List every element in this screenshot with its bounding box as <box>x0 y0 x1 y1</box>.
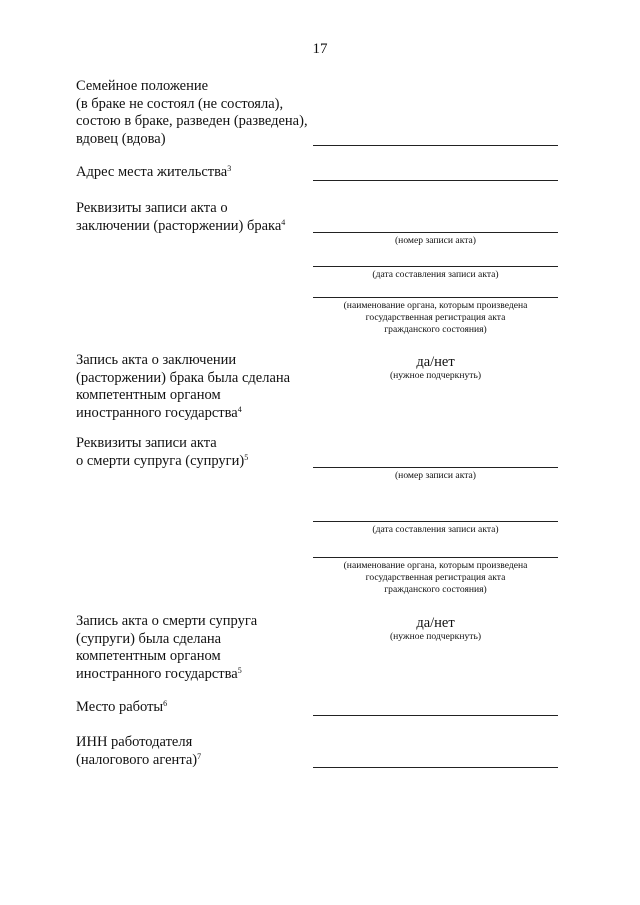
death-record-line: Реквизиты записи акта <box>76 435 217 451</box>
employer-inn-line: (налогового агента) <box>76 751 198 768</box>
caption-line: государственная регистрация акта <box>365 572 506 583</box>
marital-status-line: (в браке не состоял (не состояла), <box>76 95 284 112</box>
footnote-mark: 7 <box>197 751 202 761</box>
footnote-mark: 5 <box>237 665 242 675</box>
caption-line: гражданского состояния) <box>384 324 487 335</box>
caption-line: (наименование органа, которым произведена <box>343 560 528 571</box>
death-foreign-yes-no[interactable]: да/нет <box>416 615 455 631</box>
workplace-text: Место работы <box>76 699 164 715</box>
caption-line: государственная регистрация акта <box>365 312 506 323</box>
marriage-record-date-field[interactable] <box>313 266 558 267</box>
death-record-number-caption: (номер записи акта) <box>394 470 476 481</box>
residence-address-text: Адрес места жительства <box>76 164 228 180</box>
marriage-record-authority-field[interactable] <box>313 297 558 298</box>
footnote-mark: 4 <box>237 404 242 414</box>
death-record-authority-field[interactable] <box>313 557 558 558</box>
marital-status-label <box>76 78 316 148</box>
marriage-foreign-line: иностранного государства <box>76 404 238 421</box>
marital-status-line: Семейное положение <box>76 78 209 94</box>
page-number: 17 <box>312 41 328 57</box>
death-foreign-label <box>76 613 316 683</box>
death-foreign-line: иностранного государства <box>76 665 238 682</box>
death-record-date-field[interactable] <box>313 521 558 522</box>
footnote-mark: 6 <box>163 699 168 708</box>
marriage-record-number-caption: (номер записи акта) <box>394 235 476 246</box>
marriage-foreign-label <box>76 352 316 422</box>
marriage-record-line: заключении (расторжении) брака <box>76 217 282 234</box>
employer-inn-label <box>76 734 316 769</box>
death-foreign-line: компетентным органом <box>76 648 221 664</box>
residence-address-label <box>76 164 316 182</box>
footnote-mark: 5 <box>244 452 249 462</box>
death-record-line: о смерти супруга (супруги) <box>76 452 245 469</box>
marriage-record-line: Реквизиты записи акта о <box>76 200 228 216</box>
employer-inn-line: ИНН работодателя <box>76 734 193 750</box>
death-record-number-field[interactable] <box>313 467 558 468</box>
death-record-date-caption: (дата составления записи акта) <box>372 524 499 535</box>
marriage-record-authority-caption <box>313 300 558 336</box>
residence-address-field[interactable] <box>313 180 558 181</box>
death-record-authority-caption <box>313 560 558 596</box>
marriage-foreign-line: (расторжении) брака была сделана <box>76 369 291 386</box>
employer-inn-field[interactable] <box>313 767 558 768</box>
death-foreign-line: Запись акта о смерти супруга <box>76 613 258 629</box>
footnote-mark: 3 <box>227 164 232 173</box>
death-record-label <box>76 435 316 470</box>
footnote-mark: 4 <box>281 217 286 227</box>
death-foreign-line: (супруги) была сделана <box>76 630 222 647</box>
marriage-foreign-line: компетентным органом <box>76 387 221 403</box>
marriage-record-label <box>76 200 316 235</box>
workplace-label <box>76 699 316 717</box>
marriage-foreign-yes-no[interactable]: да/нет <box>416 354 455 370</box>
death-foreign-hint: (нужное подчеркнуть) <box>389 631 482 642</box>
marital-status-field[interactable] <box>313 145 558 146</box>
caption-line: (наименование органа, которым произведена <box>343 300 528 311</box>
marriage-foreign-hint: (нужное подчеркнуть) <box>389 370 482 381</box>
workplace-field[interactable] <box>313 715 558 716</box>
marriage-record-number-field[interactable] <box>313 232 558 233</box>
marital-status-line: состою в браке, разведен (разведена), <box>76 113 308 129</box>
marriage-foreign-line: Запись акта о заключении <box>76 352 237 368</box>
marital-status-line: вдовец (вдова) <box>76 130 166 147</box>
marriage-record-date-caption: (дата составления записи акта) <box>372 269 499 280</box>
caption-line: гражданского состояния) <box>384 584 487 595</box>
